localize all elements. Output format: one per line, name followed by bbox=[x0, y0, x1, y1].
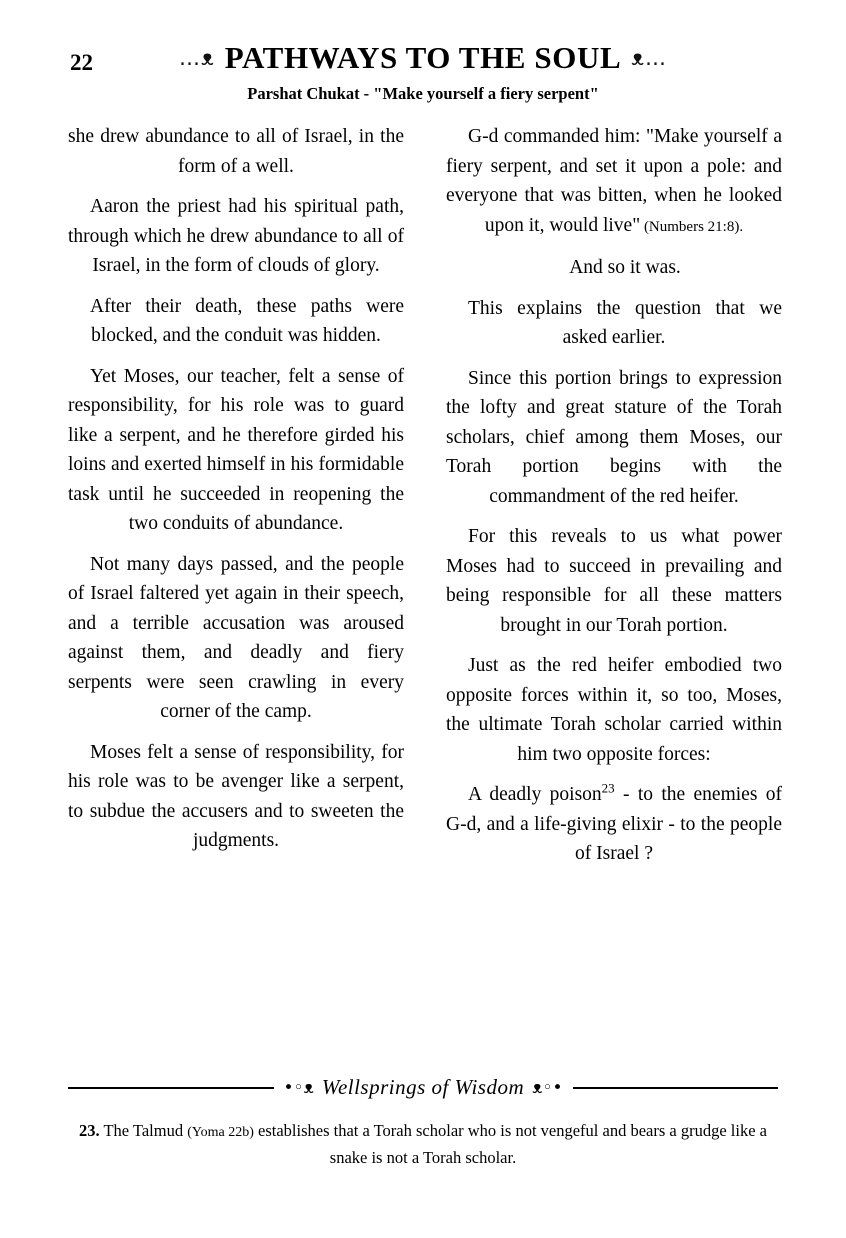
body-columns bbox=[68, 122, 782, 987]
paragraph: Just as the red heifer embodied two opposite forces within it, so too, Moses, the ultimate Torah scholar carried within him two opposite forces: bbox=[446, 655, 782, 765]
footnote-marker[interactable]: 23 bbox=[601, 780, 615, 796]
paragraph bbox=[446, 780, 782, 869]
footnote-separator bbox=[68, 1075, 778, 1100]
ornament-right-icon: ᴥ… bbox=[631, 45, 667, 70]
paragraph bbox=[446, 122, 782, 242]
footnote-text-before: The Talmud bbox=[99, 1121, 188, 1140]
paragraph: she drew abundance to all of Israel, in the form of a well. bbox=[68, 126, 404, 177]
footnotes-section bbox=[68, 1118, 778, 1170]
separator-title-group bbox=[274, 1075, 573, 1100]
right-column bbox=[446, 122, 782, 987]
left-column bbox=[68, 122, 404, 987]
paragraph-text-after: - to the enemies of G-d, and a life-giving elixir - to the people of Israel ? bbox=[446, 784, 782, 864]
header-title-row bbox=[68, 38, 778, 78]
paragraph: After their death, these paths were blocked, and the conduit was hidden. bbox=[90, 295, 404, 346]
footnote-item bbox=[68, 1118, 778, 1170]
paragraph: Aaron the priest had his spiritual path, through which he drew abundance to all of Israel, in the form of clouds of glory. bbox=[68, 196, 404, 276]
paragraph-text-before: A deadly poison bbox=[468, 784, 602, 805]
wellsprings-title: Wellsprings of Wisdom bbox=[321, 1075, 525, 1099]
ornament-right-icon: ᴥ◦• bbox=[532, 1077, 563, 1098]
paragraph: Moses felt a sense of responsibility, for his role was to be avenger like a serpent, to subdue the accusers and to sweeten the judgments. bbox=[68, 741, 404, 851]
document-page bbox=[0, 38, 846, 1238]
parsha-subtitle: Parshat Chukat - "Make yourself a fiery serpent" bbox=[247, 84, 599, 103]
paragraph: This explains the question that we asked earlier. bbox=[468, 297, 782, 348]
paragraph: Not many days passed, and the people of Israel faltered yet again in their speech, and a terrible accusation was aroused against them, and deadly and fiery serpents were seen crawling in every corner of the camp. bbox=[68, 553, 404, 722]
page-number: 22 bbox=[70, 50, 93, 75]
ornament-left-icon: …ᴥ bbox=[179, 45, 215, 70]
separator-line-left bbox=[68, 1087, 274, 1089]
ornament-left-icon: •◦ᴥ bbox=[283, 1077, 314, 1098]
page-header bbox=[68, 38, 778, 103]
paragraph: Yet Moses, our teacher, felt a sense of responsibility, for his role was to guard like a serpent, and he therefore girded his loins and exerted himself in his formidable task until he succeeded in reopening the two conduits of abundance. bbox=[68, 365, 404, 534]
paragraph: Since this portion brings to expression the lofty and great stature of the Torah scholars, chief among them Moses, our Torah portion begins with the commandment of the red heifer. bbox=[446, 367, 782, 507]
paragraph-text: G-d commanded him: "Make yourself a fiery serpent, and set it upon a pole: and everyone that was bitten, when he looked upon it, would live" bbox=[446, 126, 782, 236]
footnote-number: 23. bbox=[79, 1121, 100, 1140]
paragraph: And so it was. bbox=[569, 257, 681, 278]
source-reference: (Numbers 21:8). bbox=[640, 218, 744, 235]
footnote-text-after: establishes that a Torah scholar who is not vengeful and bears a grudge like a snake is not a Torah scholar. bbox=[253, 1121, 767, 1167]
separator-line-right bbox=[573, 1087, 779, 1089]
paragraph: For this reveals to us what power Moses had to succeed in prevailing and being responsible for all these matters brought in our Torah portion. bbox=[446, 526, 782, 636]
footnote-source: (Yoma 22b) bbox=[187, 1125, 254, 1140]
book-title: PATHWAYS TO THE SOUL bbox=[224, 40, 622, 75]
